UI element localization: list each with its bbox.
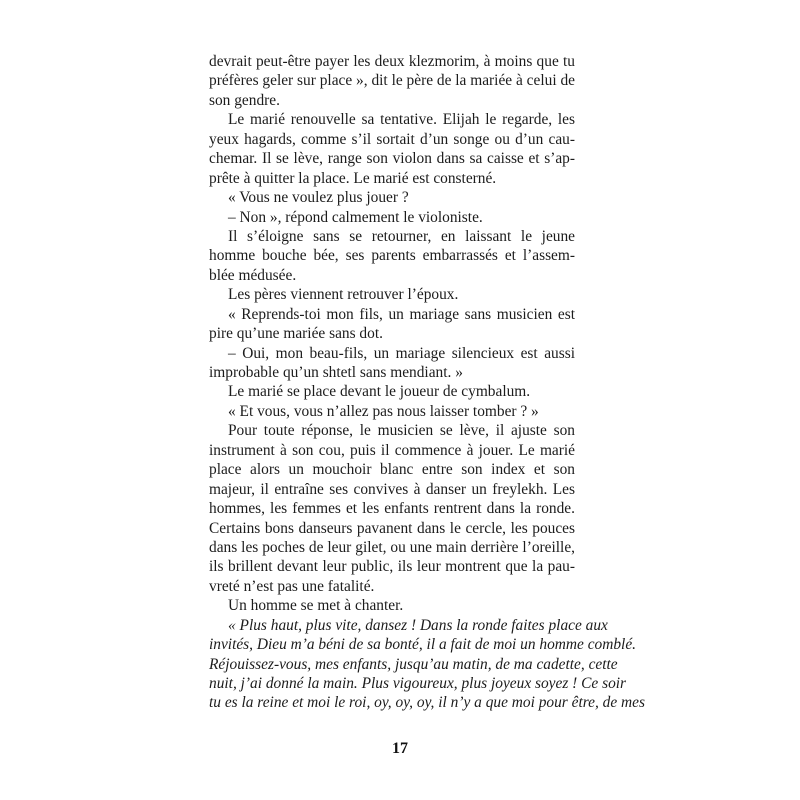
body-text-line: « Et vous, vous n’allez pas nous laisser tomber ? » [228,402,539,420]
body-text-line: homme bouche bée, ses parents embarrassés et l’assem- [209,247,575,265]
body-text-line: place alors un mouchoir blanc entre son index et son [209,461,575,479]
body-text-line: hommes, les femmes et les enfants rentrent dans la ronde. [209,500,575,518]
body-text-line: « Reprends-toi mon fils, un mariage sans musicien est [228,305,575,323]
body-text-line: vreté n’est pas une fatalité. [209,577,375,595]
body-text-line: improbable qu’un shtetl sans mendiant. » [209,364,463,381]
body-text-line: blée médusée. [209,266,297,284]
body-text-line: majeur, il entraîne ses convives à danser un freylekh. Les [209,480,575,498]
body-text-line: yeux hagards, comme s’il sortait d’un songe ou d’un cau- [209,130,575,148]
body-text-line: prête à quitter la place. Le marié est consterné. [209,169,497,187]
song-text-line: Réjouissez-vous, mes enfants, jusqu’au matin, de ma cadette, cette [209,655,618,673]
book-page-text [209,52,645,713]
body-text-line: Pour toute réponse, le musicien se lève, il ajuste son [228,422,575,440]
body-text-line: Le marié renouvelle sa tentative. Elijah le regarde, les [228,111,575,129]
body-text-line: « Vous ne voulez plus jouer ? [228,189,409,207]
body-text-line: Le marié se place devant le joueur de cymbalum. [228,383,531,401]
song-text-line: invités, Dieu m’a béni de sa bonté, il a fait de moi un homme comblé. [209,636,637,654]
body-text-line: instrument à son cou, puis il commence à jouer. Le marié [209,441,575,459]
body-text-line: pire qu’une mariée sans dot. [209,325,383,343]
body-text-line: préfères geler sur place », dit le père de la mariée à celui de [209,72,575,90]
body-text-line: chemar. Il se lève, range son violon dans sa caisse et s’ap- [209,150,575,168]
body-text-line: – Oui, mon beau-fils, un mariage silencieux est aussi [228,344,575,362]
song-text-line: nuit, j’ai donné la main. Plus vigoureux, plus joyeux soyez ! Ce soir [209,675,627,692]
body-text-line: ils brillent devant leur public, ils leur montrent que la pau- [209,558,575,576]
body-text-line: dans les poches de leur gilet, ou une main derrière l’oreille, [209,538,575,556]
song-text-line: tu es la reine et moi le roi, oy, oy, oy, il n’y a que moi pour être, de mes [209,694,645,712]
body-text-line: Il s’éloigne sans se retourner, en laissant le jeune [228,227,575,245]
body-text-line: devrait peut-être payer les deux klezmorim, à moins que tu [209,53,575,70]
song-text-line: « Plus haut, plus vite, dansez ! Dans la ronde faites place aux [228,616,608,634]
body-text-line: Les pères viennent retrouver l’époux. [228,286,459,304]
body-text-line: son gendre. [209,91,280,109]
body-text-line: Certains bons danseurs pavanent dans le cercle, les pouces [209,519,575,537]
page-number: 17 [392,740,408,757]
body-text-line: Un homme se met à chanter. [228,597,404,615]
body-text-line: – Non », répond calmement le violoniste. [228,208,483,226]
